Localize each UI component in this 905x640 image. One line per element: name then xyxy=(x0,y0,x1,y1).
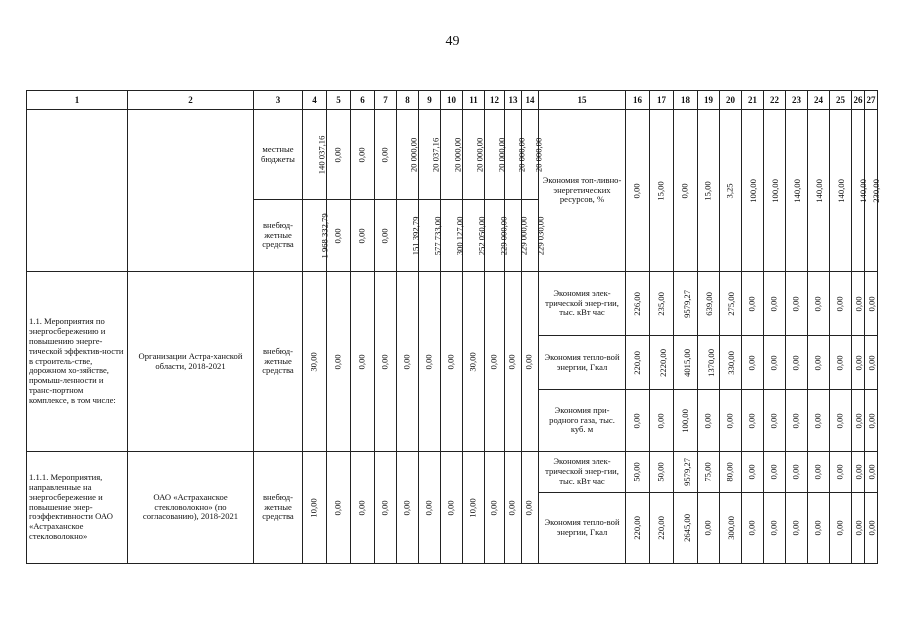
indicator-value-cell-text: 220,00 xyxy=(655,516,666,540)
value-cell-text: 20 000,00 xyxy=(474,137,485,172)
indicator-value-cell xyxy=(865,390,878,452)
indicator-value-cell xyxy=(626,110,650,272)
indicator-value-cell-text: 0,00 xyxy=(679,182,690,199)
indicator-value-cell-text: 100,00 xyxy=(769,178,780,203)
indicator-value-cell xyxy=(626,272,650,336)
activity-name-cell: 1.1. Мероприятия по энергосбережению и повышению энерге-тической эффектив-ности в строитель-стве, дорожном хо-зяйстве, промыш-ленности и транс-портном комплексе, в том числе: xyxy=(27,272,128,452)
indicator-value-cell xyxy=(626,390,650,452)
header-cell-2: 2 xyxy=(128,91,254,110)
value-cell xyxy=(505,452,522,564)
indicator-value-cell-text: 0,00 xyxy=(631,412,642,429)
indicator-value-cell xyxy=(720,390,742,452)
indicator-value-cell xyxy=(650,336,674,390)
value-cell xyxy=(441,110,463,200)
indicator-value-cell-text: 4015,00 xyxy=(682,348,693,377)
value-cell-text: 0,00 xyxy=(423,353,434,370)
value-cell xyxy=(351,200,375,272)
value-cell xyxy=(375,110,397,200)
indicator-value-cell xyxy=(786,493,808,564)
indicator-value-cell-text: 75,00 xyxy=(702,462,713,482)
indicator-value-cell-text: 100,00 xyxy=(679,408,690,433)
indicator-value-cell xyxy=(830,452,852,493)
indicator-value-cell xyxy=(786,110,808,272)
indicator-value-cell xyxy=(808,452,830,493)
indicator-value-cell xyxy=(626,493,650,564)
indicator-value-cell-text: 140,00 xyxy=(835,178,846,203)
indicator-value-cell xyxy=(742,110,764,272)
indicator-value-cell xyxy=(742,390,764,452)
indicator-value-cell xyxy=(698,452,720,493)
indicator-value-cell xyxy=(764,390,786,452)
value-cell-text: 1 968 332,79 xyxy=(319,212,330,259)
value-cell xyxy=(327,110,351,200)
indicator-value-cell-text: 3,25 xyxy=(724,182,735,199)
indicator-value-cell xyxy=(764,452,786,493)
indicator-value-cell xyxy=(830,493,852,564)
header-cell-20: 20 xyxy=(720,91,742,110)
header-cell-22: 22 xyxy=(764,91,786,110)
indicator-value-cell-text: 0,00 xyxy=(853,520,864,536)
value-cell-text: 0,00 xyxy=(507,353,518,370)
indicator-value-cell-text: 0,00 xyxy=(834,295,845,312)
value-cell-text: 0,00 xyxy=(401,499,412,516)
indicator-value-cell-text: 230,00 xyxy=(870,178,881,203)
header-cell-3: 3 xyxy=(254,91,303,110)
value-cell xyxy=(351,272,375,452)
indicator-value-cell xyxy=(786,336,808,390)
indicator-value-cell-text: 80,00 xyxy=(724,462,735,482)
value-cell xyxy=(327,272,351,452)
indicator-value-cell-text: 0,00 xyxy=(812,412,823,429)
value-cell xyxy=(351,110,375,200)
indicator-cell: Экономия топ-ливно-энергетических ресурсов, % xyxy=(539,110,626,272)
value-cell xyxy=(375,200,397,272)
indicator-value-cell-text: 0,00 xyxy=(746,464,757,480)
indicator-value-cell-text: 0,00 xyxy=(853,464,864,480)
indicator-cell: Экономия тепло-вой энергии, Гкал xyxy=(539,493,626,564)
indicator-value-cell xyxy=(674,272,698,336)
value-cell-text: 0,00 xyxy=(524,499,535,516)
indicator-value-cell xyxy=(808,110,830,272)
indicator-value-cell-text: 0,00 xyxy=(768,295,779,312)
indicator-value-cell-text: 2645,00 xyxy=(682,514,693,542)
value-cell-text: 0,00 xyxy=(332,146,343,163)
indicator-value-cell-text: 9579,27 xyxy=(682,289,693,318)
indicator-value-cell-text: 0,00 xyxy=(812,295,823,312)
value-cell-text: 0,00 xyxy=(379,227,390,244)
indicator-value-cell xyxy=(674,390,698,452)
header-cell-7: 7 xyxy=(375,91,397,110)
header-cell-27: 27 xyxy=(865,91,878,110)
indicator-value-cell-text: 50,00 xyxy=(631,462,642,482)
indicator-value-cell-text: 0,00 xyxy=(790,354,801,371)
value-cell xyxy=(375,272,397,452)
indicator-value-cell-text: 0,00 xyxy=(746,295,757,312)
indicator-cell: Экономия элек-трической энер-гии, тыс. кВт час xyxy=(539,272,626,336)
indicator-value-cell xyxy=(852,493,865,564)
indicator-value-cell-text: 0,00 xyxy=(631,182,642,199)
header-cell-11: 11 xyxy=(463,91,485,110)
value-cell-text: 0,00 xyxy=(445,353,456,370)
indicator-value-cell-text: 0,00 xyxy=(768,354,779,371)
page-number: 49 xyxy=(445,34,460,49)
indicator-value-cell xyxy=(674,493,698,564)
value-cell-text: 20 000,00 xyxy=(452,137,463,172)
value-cell xyxy=(419,272,441,452)
indicator-value-cell-text: 0,00 xyxy=(853,354,864,371)
indicator-value-cell xyxy=(720,452,742,493)
indicator-value-cell xyxy=(808,336,830,390)
funding-source-cell: внебюд-жетные средства xyxy=(254,272,303,452)
header-cell-16: 16 xyxy=(626,91,650,110)
indicator-value-cell xyxy=(764,110,786,272)
funding-source-cell: внебюд-жетные средства xyxy=(254,200,303,272)
indicator-value-cell xyxy=(698,336,720,390)
value-cell-text: 20 000,00 xyxy=(516,137,527,172)
indicator-cell: Экономия тепло-вой энергии, Гкал xyxy=(539,336,626,390)
header-cell-1: 1 xyxy=(27,91,128,110)
header-cell-24: 24 xyxy=(808,91,830,110)
header-cell-25: 25 xyxy=(830,91,852,110)
value-cell xyxy=(419,110,441,200)
value-cell xyxy=(327,452,351,564)
empty-cell xyxy=(27,110,128,272)
indicator-value-cell-text: 235,00 xyxy=(655,291,666,316)
indicator-value-cell xyxy=(650,272,674,336)
header-cell-23: 23 xyxy=(786,91,808,110)
indicator-value-cell-text: 0,00 xyxy=(866,520,877,536)
indicator-value-cell-text: 0,00 xyxy=(812,354,823,371)
indicator-value-cell-text: 0,00 xyxy=(746,354,757,371)
indicator-value-cell xyxy=(698,493,720,564)
indicator-value-cell-text: 0,00 xyxy=(834,520,845,536)
value-cell-text: 0,00 xyxy=(488,353,499,370)
value-cell xyxy=(463,110,485,200)
value-cell xyxy=(397,110,419,200)
value-cell-text: 0,00 xyxy=(356,227,367,244)
indicator-value-cell xyxy=(720,272,742,336)
value-cell-text: 252 050,00 xyxy=(476,216,487,255)
indicator-value-cell xyxy=(808,493,830,564)
value-cell xyxy=(303,452,327,564)
value-cell-text: 300 127,00 xyxy=(454,216,465,255)
value-cell-text: 577 733,00 xyxy=(432,216,443,255)
indicator-value-cell-text: 0,00 xyxy=(853,295,864,312)
value-cell-text: 0,00 xyxy=(332,227,343,244)
value-cell xyxy=(441,272,463,452)
header-cell-8: 8 xyxy=(397,91,419,110)
header-cell-18: 18 xyxy=(674,91,698,110)
value-cell-text: 0,00 xyxy=(379,146,390,163)
value-cell-text: 229 000,00 xyxy=(498,216,509,255)
indicator-value-cell-text: 100,00 xyxy=(747,178,758,203)
value-cell xyxy=(375,452,397,564)
indicator-value-cell-text: 300,00 xyxy=(725,516,736,540)
indicator-value-cell-text: 15,00 xyxy=(655,180,666,201)
indicator-value-cell xyxy=(698,110,720,272)
value-cell-text: 0,00 xyxy=(379,353,390,370)
funding-source-cell: внебюд-жетные средства xyxy=(254,452,303,564)
indicator-value-cell xyxy=(852,390,865,452)
header-cell-13: 13 xyxy=(505,91,522,110)
value-cell xyxy=(351,452,375,564)
value-cell-text: 10,00 xyxy=(467,497,478,518)
indicator-value-cell xyxy=(742,272,764,336)
indicator-value-cell-text: 0,00 xyxy=(866,464,877,480)
indicator-value-cell xyxy=(720,493,742,564)
value-cell xyxy=(485,272,505,452)
indicator-value-cell-text: 220,00 xyxy=(631,516,642,540)
value-cell-text: 151 392,79 xyxy=(410,216,421,255)
value-cell-text: 30,00 xyxy=(308,351,319,372)
indicator-value-cell xyxy=(650,110,674,272)
indicator-value-cell-text: 0,00 xyxy=(866,354,877,371)
indicator-value-cell-text: 0,00 xyxy=(834,464,845,480)
indicator-value-cell-text: 0,00 xyxy=(834,412,845,429)
indicator-value-cell-text: 0,00 xyxy=(790,412,801,429)
indicator-value-cell xyxy=(865,336,878,390)
funding-source-cell: местные бюджеты xyxy=(254,110,303,200)
indicator-value-cell-text: 639,00 xyxy=(703,291,714,316)
indicator-value-cell-text: 0,00 xyxy=(768,412,779,429)
value-cell xyxy=(505,272,522,452)
value-cell xyxy=(485,200,509,272)
indicator-value-cell xyxy=(830,110,852,272)
header-cell-17: 17 xyxy=(650,91,674,110)
value-cell-text: 0,00 xyxy=(524,353,535,370)
executor-cell: ОАО «Астраханское стекловолокно» (по согласованию), 2018-2021 xyxy=(128,452,254,564)
indicator-value-cell xyxy=(742,493,764,564)
value-cell xyxy=(485,452,505,564)
indicator-value-cell-text: 0,00 xyxy=(790,295,801,312)
header-row xyxy=(27,91,878,110)
header-cell-15: 15 xyxy=(539,91,626,110)
value-cell-text: 0,00 xyxy=(445,499,456,516)
value-cell-text: 30,00 xyxy=(467,351,478,372)
indicator-value-cell-text: 15,00 xyxy=(702,180,713,201)
indicator-value-cell xyxy=(674,336,698,390)
value-cell xyxy=(522,452,539,564)
indicator-value-cell xyxy=(865,493,878,564)
value-cell xyxy=(397,452,419,564)
header-cell-19: 19 xyxy=(698,91,720,110)
indicator-value-cell-text: 0,00 xyxy=(655,412,666,429)
header-cell-12: 12 xyxy=(485,91,505,110)
indicator-value-cell-text: 0,00 xyxy=(853,412,864,429)
indicator-value-cell xyxy=(626,452,650,493)
value-cell-text: 0,00 xyxy=(332,353,343,370)
indicator-cell: Экономия элек-трической энер-гии, тыс. кВт час xyxy=(539,452,626,493)
indicator-value-cell xyxy=(852,110,868,272)
value-cell xyxy=(522,272,539,452)
indicator-value-cell xyxy=(650,390,674,452)
table-row xyxy=(27,110,878,200)
indicator-value-cell-text: 140,00 xyxy=(857,178,868,203)
indicator-value-cell xyxy=(786,390,808,452)
indicator-value-cell-text: 0,00 xyxy=(768,464,779,480)
indicator-value-cell xyxy=(626,336,650,390)
indicator-value-cell xyxy=(865,452,878,493)
value-cell xyxy=(397,200,419,272)
indicator-value-cell-text: 0,00 xyxy=(724,412,735,429)
value-cell xyxy=(397,272,419,452)
indicator-value-cell xyxy=(865,272,878,336)
value-cell-text: 0,00 xyxy=(401,353,412,370)
indicator-value-cell xyxy=(650,452,674,493)
value-cell-text: 0,00 xyxy=(507,499,518,516)
value-cell xyxy=(441,452,463,564)
value-cell xyxy=(303,272,327,452)
indicator-value-cell xyxy=(742,336,764,390)
indicator-value-cell xyxy=(720,336,742,390)
indicator-value-cell-text: 0,00 xyxy=(812,464,823,480)
value-cell-text: 0,00 xyxy=(423,499,434,516)
indicator-value-cell-text: 0,00 xyxy=(866,412,877,429)
program-table xyxy=(26,90,881,564)
indicator-value-cell-text: 220,00 xyxy=(631,350,642,375)
indicator-value-cell-text: 0,00 xyxy=(746,412,757,429)
indicator-value-cell-text: 0,00 xyxy=(812,520,823,536)
indicator-value-cell xyxy=(786,272,808,336)
indicator-value-cell xyxy=(764,493,786,564)
value-cell xyxy=(419,452,441,564)
indicator-value-cell xyxy=(786,452,808,493)
executor-cell: Организации Астра-ханской области, 2018-2021 xyxy=(128,272,254,452)
value-cell-text: 20 037,16 xyxy=(430,137,441,172)
indicator-value-cell xyxy=(764,336,786,390)
value-cell-text: 140 037,16 xyxy=(316,135,327,174)
indicator-value-cell-text: 0,00 xyxy=(834,354,845,371)
header-cell-26: 26 xyxy=(852,91,865,110)
indicator-value-cell xyxy=(830,336,852,390)
value-cell-text: 20 000,00 xyxy=(408,137,419,172)
value-cell-text: 20 000,00 xyxy=(533,137,544,172)
indicator-value-cell-text: 140,00 xyxy=(791,178,802,203)
indicator-value-cell-text: 330,00 xyxy=(725,350,736,375)
indicator-value-cell xyxy=(674,110,698,272)
value-cell xyxy=(441,200,463,272)
value-cell xyxy=(303,200,330,272)
value-cell xyxy=(419,200,441,272)
header-cell-5: 5 xyxy=(327,91,351,110)
indicator-value-cell xyxy=(764,272,786,336)
indicator-value-cell-text: 9579,27 xyxy=(682,458,693,486)
value-cell-text: 229 030,00 xyxy=(535,216,546,255)
value-cell xyxy=(485,110,505,200)
header-cell-10: 10 xyxy=(441,91,463,110)
value-cell xyxy=(463,200,485,272)
value-cell-text: 0,00 xyxy=(332,499,343,516)
indicator-value-cell xyxy=(698,272,720,336)
value-cell-text: 0,00 xyxy=(488,499,499,516)
indicator-value-cell-text: 0,00 xyxy=(790,464,801,480)
header-cell-4: 4 xyxy=(303,91,327,110)
empty-cell xyxy=(128,110,254,272)
indicator-value-cell xyxy=(742,452,764,493)
indicator-value-cell xyxy=(808,272,830,336)
value-cell-text: 0,00 xyxy=(356,353,367,370)
indicator-value-cell-text: 0,00 xyxy=(790,520,801,536)
indicator-value-cell-text: 0,00 xyxy=(746,520,757,536)
indicator-value-cell xyxy=(852,452,865,493)
value-cell-text: 229 000,00 xyxy=(518,216,529,255)
value-cell xyxy=(463,452,485,564)
indicator-value-cell xyxy=(852,272,865,336)
indicator-value-cell-text: 140,00 xyxy=(813,178,824,203)
value-cell xyxy=(303,110,327,200)
indicator-value-cell-text: 0,00 xyxy=(702,412,713,429)
indicator-value-cell-text: 0,00 xyxy=(702,520,713,536)
value-cell-text: 0,00 xyxy=(379,499,390,516)
header-cell-9: 9 xyxy=(419,91,441,110)
header-cell-14: 14 xyxy=(522,91,539,110)
value-cell-text: 0,00 xyxy=(356,146,367,163)
indicator-value-cell-text: 0,00 xyxy=(866,295,877,312)
indicator-value-cell xyxy=(674,452,698,493)
indicator-cell: Экономия при-родного газа, тыс. куб. м xyxy=(539,390,626,452)
value-cell-text: 10,00 xyxy=(308,497,319,518)
value-cell-text: 0,00 xyxy=(356,499,367,516)
header-cell-21: 21 xyxy=(742,91,764,110)
indicator-value-cell-text: 2220,00 xyxy=(658,348,669,377)
indicator-value-cell xyxy=(720,110,742,272)
indicator-value-cell xyxy=(852,336,865,390)
indicator-value-cell xyxy=(830,272,852,336)
indicator-value-cell-text: 0,00 xyxy=(768,520,779,536)
indicator-value-cell-text: 226,00 xyxy=(631,291,642,316)
indicator-value-cell-text: 1370,00 xyxy=(706,348,717,377)
indicator-value-cell xyxy=(650,493,674,564)
table-row xyxy=(27,272,878,336)
header-cell-6: 6 xyxy=(351,91,375,110)
indicator-value-cell xyxy=(830,390,852,452)
indicator-value-cell-text: 50,00 xyxy=(655,462,666,482)
indicator-value-cell xyxy=(698,390,720,452)
value-cell-text: 20 000,00 xyxy=(496,137,507,172)
value-cell xyxy=(463,272,485,452)
indicator-value-cell xyxy=(808,390,830,452)
activity-name-cell: 1.1.1. Мероприятия, направленные на энергосбережение и повышение энер-гоэффективности ОАО «Астраханское стекловолокно» xyxy=(27,452,128,564)
indicator-value-cell-text: 275,00 xyxy=(725,291,736,316)
table-row xyxy=(27,452,878,493)
